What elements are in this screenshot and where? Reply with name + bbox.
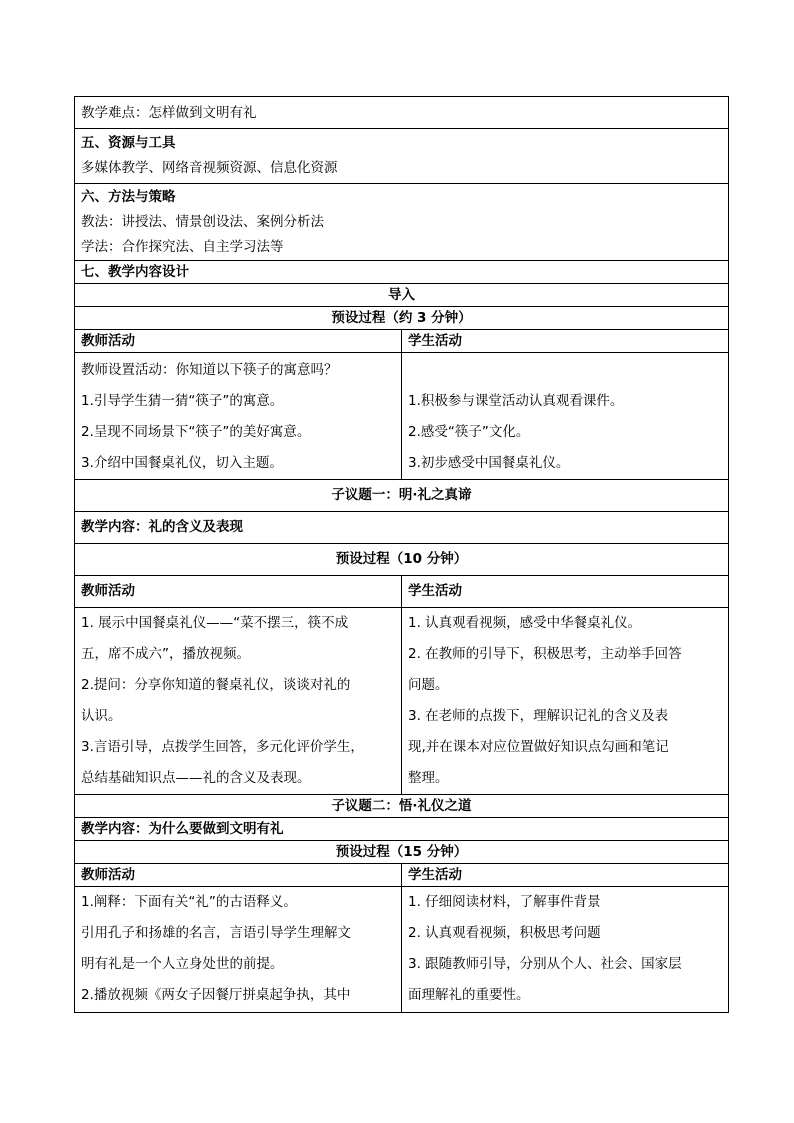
topic1-teacher-line-1: 1. 展示中国餐桌礼仪——“菜不摆三，筷不成 [81,615,349,631]
methods-learn: 学法：合作探究法、自主学习法等 [81,239,284,255]
topic1-process: 预设过程（10 分钟） [335,551,468,567]
topic2-teacher-line-2: 引用孔子和扬雄的名言，言语引导学生理解文 [81,925,351,941]
topic1-student-line-5: 现,并在课本对应位置做好知识点勾画和笔记 [408,739,669,755]
topic1-teacher-line-5: 3.言语引导，点拨学生回答，多元化评价学生， [81,739,364,755]
intro-teacher-line-3: 2.呈现不同场景下“筷子”的美好寓意。 [81,424,311,440]
topic1-teacher-line-3: 2.提问：分享你知道的餐桌礼仪，谈谈对礼的 [81,677,351,693]
topic1-teacher-header-cell [75,576,402,608]
resources-text: 多媒体教学、网络音视频资源、信息化资源 [81,160,338,176]
topic2-student-header-cell [402,864,729,887]
topic2-title: 子议题二：悟·礼仪之道 [331,798,472,814]
lesson-plan-table [74,96,729,1013]
difficulty-row [75,97,729,129]
topic2-content-row [75,818,729,841]
intro-student-header-cell [402,330,729,353]
intro-teacher-line-1: 教师设置活动：你知道以下筷子的寓意吗？ [81,362,338,378]
topic1-teacher-line-6: 总结基础知识点——礼的含义及表现。 [81,770,311,786]
design-title-row [75,261,729,284]
topic1-student-header: 学生活动 [408,583,462,599]
intro-teacher-line-4: 3.介绍中国餐桌礼仪，切入主题。 [81,455,283,471]
topic1-student-line-6: 整理。 [408,770,449,786]
topic2-student-line-2: 2. 认真观看视频，积极思考问题 [408,925,601,941]
topic1-student-line-4: 3. 在老师的点拨下，理解识记礼的含义及表 [408,708,669,724]
intro-teacher-line-2: 1.引导学生猜一猜“筷子”的寓意。 [81,393,284,409]
resources-title: 五、资源与工具 [81,135,176,151]
topic2-process: 预设过程（15 分钟） [335,844,468,860]
lesson-plan-page [74,96,728,1013]
topic2-teacher-cell [75,887,402,1013]
topic2-teacher-header-cell [75,864,402,887]
intro-student-line-3: 2.感受“筷子”文化。 [408,424,530,440]
difficulty-text: 教学难点：怎样做到文明有礼 [81,105,257,121]
topic2-student-line-4: 面理解礼的重要性。 [408,987,530,1003]
topic2-teacher-line-4: 2.播放视频《两女子因餐厅拼桌起争执，其中 [81,987,351,1003]
resources-row [75,129,729,184]
intro-process-row [75,307,729,330]
topic2-student-line-3: 3. 跟随教师引导，分别从个人、社会、国家层 [408,956,682,972]
design-title: 七、教学内容设计 [81,264,189,280]
topic1-teacher-cell [75,608,402,795]
methods-teach: 教法：讲授法、情景创设法、案例分析法 [81,214,324,230]
topic2-teacher-header: 教师活动 [81,867,135,883]
topic1-student-line-1: 1. 认真观看视频，感受中华餐桌礼仪。 [408,615,642,631]
intro-student-line-4: 3.初步感受中国餐桌礼仪。 [408,455,570,471]
intro-teacher-header: 教师活动 [81,333,135,349]
intro-student-line-1 [408,355,722,386]
topic1-teacher-line-4: 认识。 [81,708,122,724]
topic2-student-line-1: 1. 仔细阅读材料，了解事件背景 [408,894,601,910]
topic1-content-row [75,512,729,544]
topic1-student-line-3: 问题。 [408,677,449,693]
topic2-process-row [75,841,729,864]
topic1-student-cell [402,608,729,795]
topic1-process-row [75,544,729,576]
topic2-title-row [75,795,729,818]
topic2-content: 教学内容：为什么要做到文明有礼 [81,821,284,837]
topic1-content: 教学内容：礼的含义及表现 [81,519,243,535]
topic1-teacher-line-2: 五，席不成六”，播放视频。 [81,646,250,662]
methods-row [75,184,729,261]
intro-student-line-2: 1.积极参与课堂活动认真观看课件。 [408,393,624,409]
topic2-student-cell [402,887,729,1013]
intro-teacher-header-cell [75,330,402,353]
topic1-student-line-2: 2. 在教师的引导下，积极思考，主动举手回答 [408,646,682,662]
topic1-title-row [75,480,729,512]
intro-teacher-cell [75,353,402,480]
topic1-student-header-cell [402,576,729,608]
intro-student-cell [402,353,729,480]
topic1-title: 子议题一：明·礼之真谛 [331,487,472,503]
intro-title: 导入 [388,287,415,303]
intro-student-header: 学生活动 [408,333,462,349]
intro-process: 预设过程（约 3 分钟） [331,310,472,326]
topic2-teacher-line-3: 明有礼是一个人立身处世的前提。 [81,956,284,972]
topic1-teacher-header: 教师活动 [81,583,135,599]
intro-title-row [75,284,729,307]
topic2-teacher-line-1: 1.阐释：下面有关“礼”的古语释义。 [81,894,297,910]
methods-title: 六、方法与策略 [81,189,176,205]
topic2-student-header: 学生活动 [408,867,462,883]
